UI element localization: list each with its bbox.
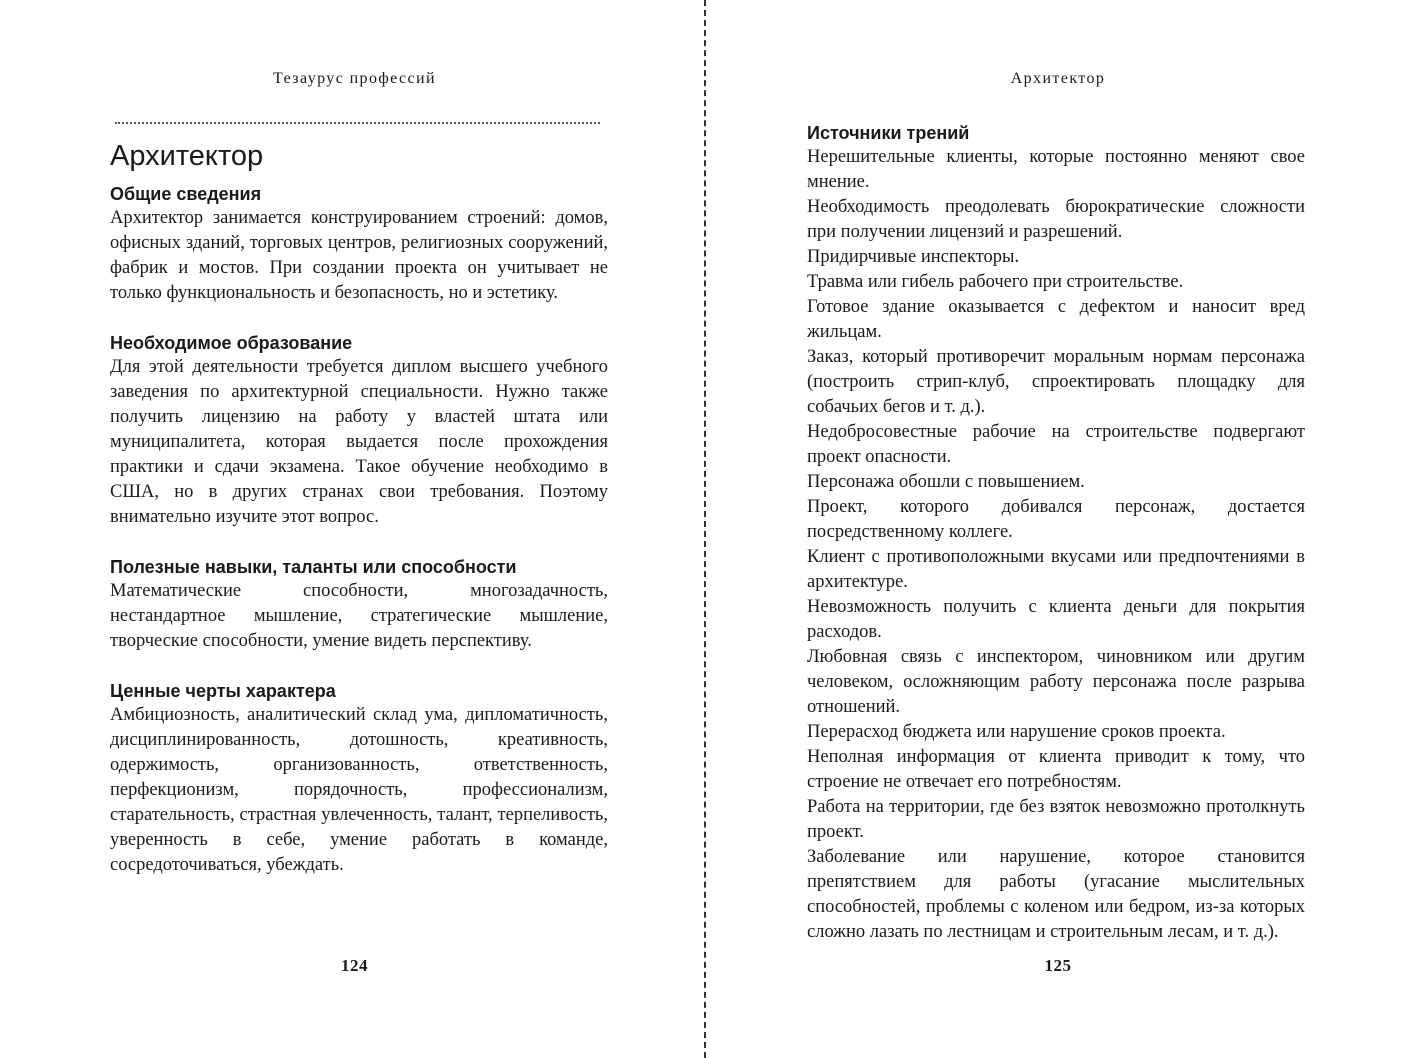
right-page [706,0,1410,1058]
list-item: Любовная связь с инспектором, чиновником или другим человеком, осложняющим работу персонажа после разрыва отношений. [807,647,1305,717]
page-title: Архитектор [110,140,264,172]
list-item: Недобросовестные рабочие на строительстве подвергают проект опасности. [807,422,1305,467]
section-heading: Источники трений [807,123,970,143]
list-item: Необходимость преодолевать бюрократические сложности при получении лицензий и разрешений. [807,197,1305,242]
section-heading: Полезные навыки, таланты или способности [110,557,517,577]
page-number: 124 [341,956,368,975]
list-item: Заказ, который противоречит моральным нормам персонажа (построить стрип-клуб, спроектировать площадку для собачьих бегов и т. д.). [807,347,1305,417]
section-heading: Необходимое образование [110,333,353,353]
list-item: Травма или гибель рабочего при строительстве. [807,272,1184,292]
list-item: Придирчивые инспекторы. [807,247,1020,267]
section-text: Математические способности, многозадачность, нестандартное мышление, стратегические мышление, творческие способности, умение видеть перспективу. [110,581,608,651]
list-item: Клиент с противоположными вкусами или предпочтениями в архитектуре. [807,547,1305,592]
section-heading: Ценные черты характера [110,681,336,701]
section-text: Для этой деятельности требуется диплом высшего учебного заведения по архитектурной специальности. Нужно также получить лицензию на работу у властей штата или муниципалитета, которая выдается после прохождения практики и сдачи экзамена. Такое обучение необходимо в США, но в других странах свои требования. Поэтому внимательно изучите этот вопрос. [110,357,608,527]
friction-list [807,145,1305,945]
list-item: Готовое здание оказывается с дефектом и наносит вред жильцам. [807,297,1305,342]
list-item: Работа на территории, где без взяток невозможно протолкнуть проект. [807,797,1305,842]
running-head: Архитектор [1010,70,1106,87]
running-head: Тезаурус профессий [273,70,436,87]
section-text: Амбициозность, аналитический склад ума, дипломатичность, дисциплинированность, дотошность, креативность, одержимость, организованность, ответственность, перфекционизм, порядочность, профессионализм, старательность, страстная увлеченность, талант, терпеливость, уверенность в себе, умение работать в команде, сосредоточиваться, убеждать. [110,705,608,875]
list-item: Невозможность получить с клиента деньги для покрытия расходов. [807,597,1305,642]
right-column [807,121,1305,945]
dotted-divider [115,122,600,124]
left-column [110,138,608,878]
list-item: Заболевание или нарушение, которое становится препятствием для работы (угасание мыслительных способностей, проблемы с коленом или бедром, из-за которых сложно лазать по лестницам и строительным лесам, и т. д.). [807,847,1305,942]
list-item: Персонажа обошли с повышением. [807,472,1085,492]
section-heading: Общие сведения [110,184,262,204]
list-item: Неполная информация от клиента приводит к тому, что строение не отвечает его потребностям. [807,747,1305,792]
list-item: Проект, которого добивался персонаж, достается посредственному коллеге. [807,497,1305,542]
section-text: Архитектор занимается конструированием строений: домов, офисных зданий, торговых центров, религиозных сооружений, фабрик и мостов. При создании проекта он учитывает не только функциональность и безопасность, но и эстетику. [110,208,608,303]
page-number: 125 [1044,956,1072,975]
list-item: Нерешительные клиенты, которые постоянно меняют свое мнение. [807,147,1305,192]
list-item: Перерасход бюджета или нарушение сроков проекта. [807,722,1226,742]
